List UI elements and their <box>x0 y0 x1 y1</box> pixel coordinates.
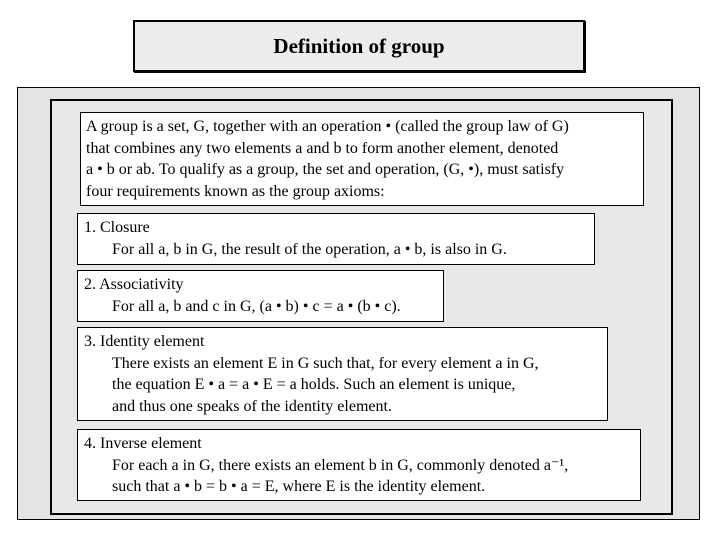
slide-title: Definition of group <box>273 33 445 58</box>
axiom-heading: 2. Associativity <box>84 276 184 293</box>
slide-title-box <box>133 20 585 72</box>
axiom-heading: 4. Inverse element <box>84 435 202 452</box>
intro-line: four requirements known as the group axioms: <box>86 182 385 200</box>
axiom-closure-box <box>77 213 595 265</box>
intro-line: a • b or ab. To qualify as a group, the set and operation, (G, •), must satisfy <box>86 161 565 178</box>
axiom-identity-box <box>77 327 608 421</box>
intro-line: A group is a set, G, together with an operation • (called the group law of G) <box>86 118 569 135</box>
intro-paragraph <box>80 112 644 206</box>
intro-line: that combines any two elements a and b to form another element, denoted <box>86 139 559 157</box>
axiom-heading: 3. Identity element <box>84 333 205 350</box>
axiom-body-line: the equation E • a = a • E = a holds. Such an element is unique, <box>112 376 516 393</box>
axiom-associativity-box <box>77 270 444 322</box>
axiom-body-line: For all a, b in G, the result of the operation, a • b, is also in G. <box>112 240 507 258</box>
axiom-body-line: such that a • b = b • a = E, where E is the identity element. <box>112 478 486 495</box>
axiom-body-line: For each a in G, there exists an element b in G, commonly denoted a⁻¹, <box>112 456 569 474</box>
axiom-heading: 1. Closure <box>84 219 150 236</box>
axiom-body-line: There exists an element E in G such that, for every element a in G, <box>112 354 539 372</box>
axiom-body-line: For all a, b and c in G, (a • b) • c = a • (b • c). <box>112 297 401 315</box>
axiom-body-line: and thus one speaks of the identity element. <box>112 397 392 415</box>
axiom-inverse-box <box>77 429 641 501</box>
